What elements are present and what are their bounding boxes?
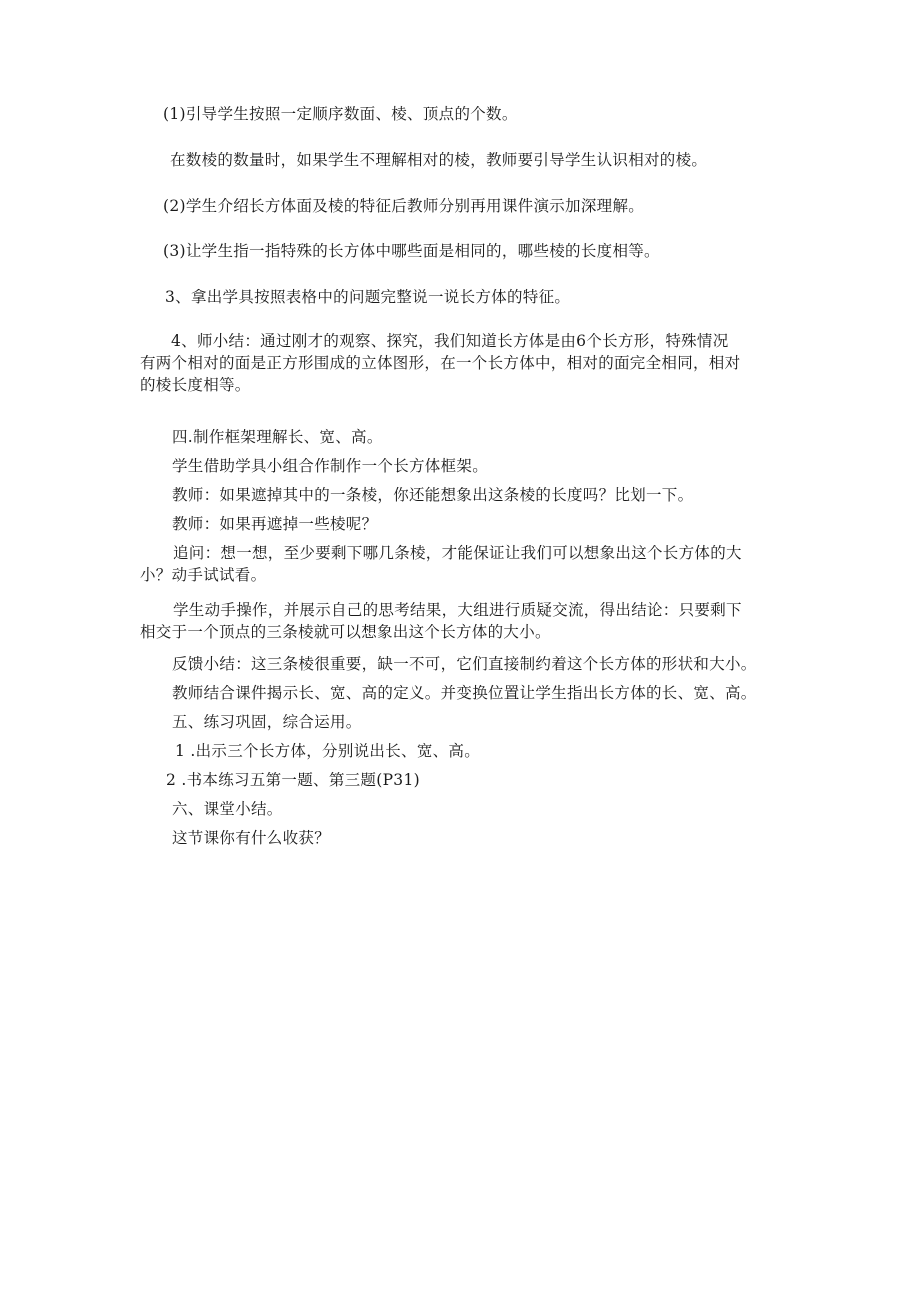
paragraph-follow-up-line-2: 小？动手试试看。	[140, 566, 267, 584]
paragraph-summary-line-2: 有两个相对的面是正方形围成的立体图形，在一个长方体中，相对的面完全相同，相对	[140, 354, 741, 372]
paragraph-student-op-line-1: 学生动手操作，并展示自己的思考结果，大组进行质疑交流，得出结论：只要剩下	[173, 601, 742, 619]
paragraph-student-op	[140, 599, 742, 643]
paragraph-edge-note: 在数棱的数量时，如果学生不理解相对的棱，教师要引导学生认识相对的棱。	[170, 151, 708, 169]
paragraph-definition: 教师结合课件揭示长、宽、高的定义。并变换位置让学生指出长方体的长、宽、高。	[172, 684, 757, 702]
paragraph-step-3: (3)让学生指一指特殊的长方体中哪些面是相同的，哪些棱的长度相等。	[163, 242, 660, 260]
exercise-item-2: 2 .书本练习五第一题、第三题(P31)	[166, 771, 420, 789]
paragraph-summary-line-1: 4、师小结：通过刚才的观察、探究，我们知道长方体是由6个长方形，特殊情况	[171, 332, 729, 350]
exercise-item-1: 1 .出示三个长方体，分别说出长、宽、高。	[175, 742, 481, 760]
section-heading-5: 五、练习巩固，综合运用。	[172, 713, 362, 731]
paragraph-item-3: 3、拿出学具按照表格中的问题完整说一说长方体的特征。	[165, 288, 571, 306]
paragraph-frame-build: 学生借助学具小组合作制作一个长方体框架。	[172, 457, 489, 475]
paragraph-summary-line-3: 的棱长度相等。	[140, 376, 251, 394]
paragraph-feedback: 反馈小结：这三条棱很重要，缺一不可，它们直接制约着这个长方体的形状和大小。	[172, 655, 757, 673]
section-heading-6: 六、课堂小结。	[172, 800, 283, 818]
paragraph-step-1: (1)引导学生按照一定顺序数面、棱、顶点的个数。	[163, 105, 518, 123]
paragraph-step-2: (2)学生介绍长方体面及棱的特征后教师分别再用课件演示加深理解。	[163, 197, 645, 215]
paragraph-summary	[140, 330, 740, 396]
paragraph-follow-up	[140, 542, 742, 586]
paragraph-follow-up-line-1: 追问：想一想，至少要剩下哪几条棱，才能保证让我们可以想象出这个长方体的大	[173, 544, 742, 562]
paragraph-closing-question: 这节课你有什么收获？	[172, 829, 331, 847]
paragraph-student-op-line-2: 相交于一个顶点的三条棱就可以想象出这个长方体的大小。	[140, 623, 551, 641]
section-heading-4: 四.制作框架理解长、宽、高。	[172, 428, 383, 446]
paragraph-teacher-q2: 教师：如果再遮掉一些棱呢？	[172, 515, 378, 533]
paragraph-teacher-q1: 教师：如果遮掉其中的一条棱，你还能想象出这条棱的长度吗？比划一下。	[172, 486, 694, 504]
